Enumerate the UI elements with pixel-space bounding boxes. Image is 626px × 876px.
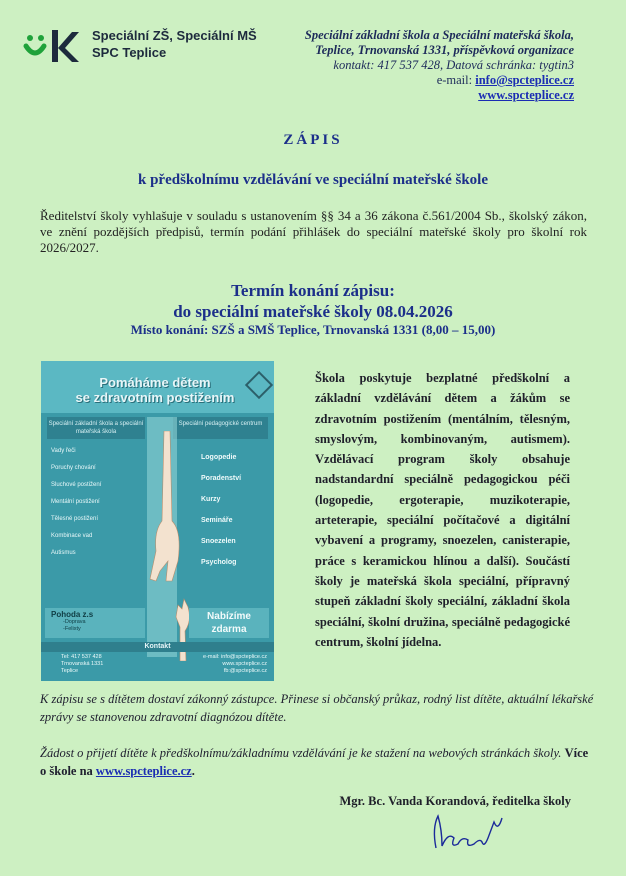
termin-heading xyxy=(0,280,626,322)
flyer-foot-left-item: -Doprava xyxy=(63,619,86,625)
flyer-contact-left xyxy=(61,654,103,675)
school-description: Škola poskytuje bezplatné předškolní a základní vzdělávání dětem a žákům se zdravotním postižením (mentálním, tělesným, smyslovým, kombinovaným, autismem). Vzdělávací program školy obsahuje nadstandardní speciálně pedagogickou péči (logopedie, ergoterapie, muzikoterapie, arteterapie, speciální počítačové a digitální vybavení a programy, snoezelen, canisterapie, práce s keramickou hlínou a další). Součástí školy je mateřská škola speciální, přípravný stupeň základní školy speciální, základní škola speciální, školní družina, speciálně pedagogické centrum, školní jídelna. xyxy=(315,371,570,649)
school-flyer-image xyxy=(41,361,274,681)
school-web-link[interactable]: www.spcteplice.cz xyxy=(95,764,192,778)
flyer-contact-bar: Kontakt xyxy=(41,642,274,652)
flyer-left-item: Vady řeči xyxy=(51,448,76,454)
school-contact-line: kontakt: 417 537 428, Datová schránka: tygtin3 xyxy=(333,58,574,72)
termin-line-1: Termín konání zápisu: xyxy=(231,281,395,300)
flyer-title xyxy=(55,375,255,405)
termin-line-2: do speciální mateřské školy 08.04.2026 xyxy=(173,302,453,321)
enrollment-note: K zápisu se s dítětem dostaví zákonný zástupce. Přinese si občanský průkaz, rodný list dítěte, aktuální lékařské zprávy se stanovenou zdravotní diagnózou dítěte. xyxy=(40,692,594,724)
email-link[interactable]: info@spcteplice.cz xyxy=(475,73,574,87)
flyer-foot-right xyxy=(189,608,269,638)
venue-line: Místo konání: SZŠ a SMŠ Teplice, Trnovanská 1331 (8,00 – 15,00) xyxy=(130,322,496,337)
flyer-right-item: Kurzy xyxy=(201,496,221,503)
flyer-contact-right-line: e-mail: info@spcteplice.cz xyxy=(203,654,267,660)
logo-line-2: SPC Teplice xyxy=(92,45,167,60)
flyer-foot-left-item: -Felixty xyxy=(63,626,81,632)
application-text: Žádost o přijetí dítěte k předškolnímu/základnímu vzdělávání je ke stažení na webových stránkách školy. xyxy=(40,746,562,760)
handwritten-signature-icon xyxy=(428,808,518,858)
flyer-left-item: Kombinace vad xyxy=(51,533,93,539)
logo-line-1: Speciální ZŠ, Speciální MŠ xyxy=(92,28,257,43)
signature-line: Mgr. Bc. Vanda Korandová, ředitelka školy xyxy=(339,794,571,808)
school-logo-icon xyxy=(22,26,84,66)
flyer-band-right: Speciální pedagogické centrum xyxy=(173,417,268,439)
web-line xyxy=(305,88,574,103)
flyer-left-item: Autismus xyxy=(51,550,76,556)
flyer-left-list xyxy=(51,443,131,562)
web-link[interactable]: www.spcteplice.cz xyxy=(478,88,574,102)
flyer-right-item: Logopedie xyxy=(201,454,237,461)
helping-hands-icon xyxy=(136,431,196,661)
flyer-foot-right-line-2: zdarma xyxy=(211,624,247,635)
flyer-right-item: Semináře xyxy=(201,517,233,524)
flyer-title-line-2: se zdravotním postižením xyxy=(75,390,235,405)
intro-paragraph: Ředitelství školy vyhlašuje v souladu s ustanovením §§ 34 a 36 zákona č.561/2004 Sb., školský zákon, ve znění pozdějších předpisů, termín podání přihlášek do speciální mateřské školy pro školní rok 2026/2027. xyxy=(40,208,587,255)
more-info-text: Více o škole na xyxy=(40,746,589,778)
email-line xyxy=(305,73,574,88)
flyer-right-item: Poradenství xyxy=(201,475,242,482)
flyer-band-left: Speciální základní škola a speciální mateřská škola xyxy=(47,417,145,439)
flyer-foot-left xyxy=(45,608,145,638)
flyer-title-line-1: Pomáháme dětem xyxy=(99,375,211,390)
flyer-contact-right-line: www.spcteplice.cz xyxy=(222,661,267,667)
application-note xyxy=(40,744,595,780)
request-end: . xyxy=(191,764,195,778)
page-title: ZÁPIS xyxy=(283,132,343,148)
flyer-right-list xyxy=(201,447,271,573)
flyer-contact-right xyxy=(169,654,267,675)
flyer-left-item: Poruchy chování xyxy=(51,465,96,471)
flyer-left-item: Tělesné postižení xyxy=(51,516,99,522)
flyer-contact-left-line: Trnovanská 1331 xyxy=(61,661,104,667)
email-label: e-mail: xyxy=(436,73,476,87)
flyer-contact-left-line: Teplice xyxy=(61,668,79,674)
flyer-foot-left-title: Pohoda z.s xyxy=(51,610,94,619)
flyer-right-item: Psycholog xyxy=(201,559,237,566)
school-address-line: Teplice, Trnovanská 1331, příspěvková organizace xyxy=(315,43,574,57)
flyer-right-item: Snoezelen xyxy=(201,538,236,545)
page-subtitle: k předškolnímu vzdělávání ve speciální mateřské škole xyxy=(137,172,489,188)
flyer-left-item: Mentální postižení xyxy=(51,499,100,505)
flyer-left-item: Sluchové postižení xyxy=(51,482,102,488)
flyer-contact-right-line: fb:@spcteplice.cz xyxy=(223,668,267,674)
flyer-foot-right-line-1: Nabízíme xyxy=(207,611,251,622)
flyer-contact-left-line: Tel: 417 537 428 xyxy=(61,654,102,660)
school-name-line: Speciální základní škola a Speciální mateřská škola, xyxy=(304,28,574,42)
school-contact-block xyxy=(305,28,574,103)
logo-text xyxy=(92,27,257,61)
